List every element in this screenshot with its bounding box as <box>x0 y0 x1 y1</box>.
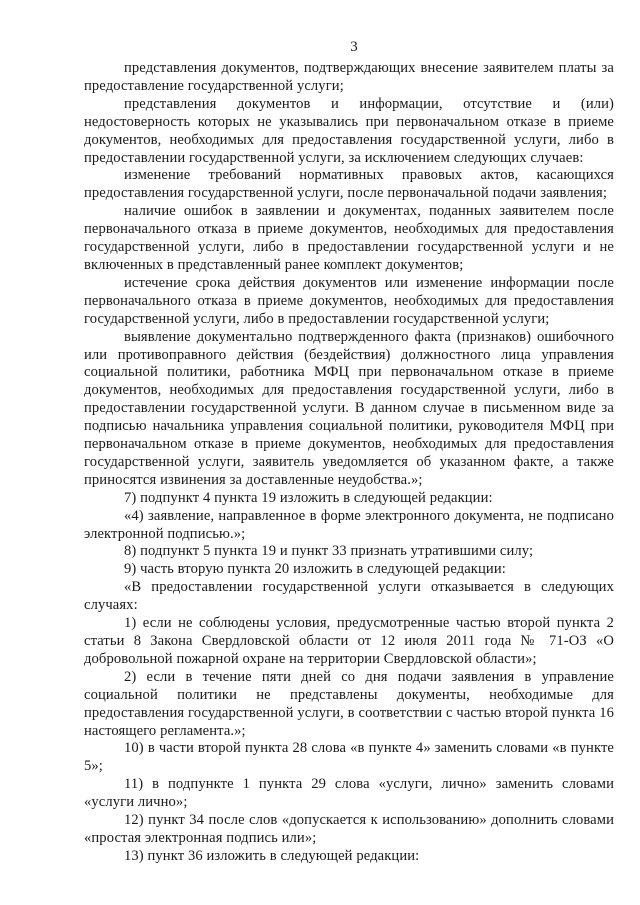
paragraph-item-12: 12) пункт 34 после слов «допускается к использованию» дополнить словами «простая электронная подпись или»; <box>84 812 614 846</box>
paragraph-item-7-text: «4) заявление, направленное в форме электронного документа, не подписано электронной подписью.»; <box>84 507 614 542</box>
paragraph-payment-documents: представления документов, подтверждающих внесение заявителем платы за предоставление государственной услуги; <box>84 60 614 94</box>
paragraph-regulation-change: изменение требований нормативных правовых актов, касающихся предоставления государственной услуги, после первоначальной подачи заявления; <box>84 167 614 202</box>
paragraph-errors-in-application: наличие ошибок в заявлении и документах, поданных заявителем после первоначального отказа в приеме документов, необходимых для предоставления государственной услуги, либо в предоставлении государственной услуги и не включенных в представленный ранее комплект документов; <box>84 203 614 273</box>
paragraph-missing-documents: представления документов и информации, отсутствие и (или) недостоверность которых не указывались при первоначальном отказе в приеме документов, необходимых для предоставления государственной услуги, либо в предоставлении государственной услуги, за исключением следующих случаев: <box>84 95 614 166</box>
paragraph-item-7: 7) подпункт 4 пункта 19 изложить в следующей редакции: <box>124 489 493 506</box>
paragraph-item-11: 11) в подпункте 1 пункта 29 слова «услуги, лично» заменить словами «услуги лично»; <box>84 776 614 811</box>
paragraph-document-expiry: истечение срока действия документов или изменение информации после первоначального отказа в приеме документов, необходимых для предоставления государственной услуги, либо в предоставлении государственной услуги; <box>84 274 614 327</box>
paragraph-refusal-case-1: 1) если не соблюдены условия, предусмотренные частью второй пункта 2 статьи 8 Закона Свердловской области от 12 июля 2011 года № 71-ОЗ «О добровольной пожарной охране на территории Свердловской области»; <box>84 615 614 667</box>
paragraph-refusal-case-2: 2) если в течение пяти дней со дня подачи заявления в управление социальной политики не представлены документы, необходимые для предоставления государственной услуги, в соответствии с частью второй пункта 16 настоящего регламента.»; <box>84 668 614 739</box>
paragraph-erroneous-action: выявление документально подтвержденного факта (признаков) ошибочного или противоправного действия (бездействия) должностного лица управления социальной политики, работника МФЦ при первоначальном отказе в приеме документов, необходимых для предоставления государственной услуги, либо в предоставлении государственной услуги. В данном случае в письменном виде за подписью начальника управления социальной политики, руководителя МФЦ при первоначальном отказе в приеме документов, необходимых для предоставления государственной услуги, заявитель уведомляется об указанном факте, а также приносятся извинения за доставленные неудобства.»; <box>84 328 614 488</box>
paragraph-item-8: 8) подпункт 5 пункта 19 и пункт 33 признать утратившими силу; <box>124 543 534 560</box>
paragraph-item-13: 13) пункт 36 изложить в следующей редакции: <box>124 847 420 864</box>
paragraph-refusal-cases: «В предоставлении государственной услуги отказывается в следующих случаях: <box>84 579 614 614</box>
paragraph-item-9: 9) часть вторую пункта 20 изложить в следующей редакции: <box>124 561 506 578</box>
paragraph-item-10: 10) в части второй пункта 28 слова «в пункте 4» заменить словами «в пункте 5»; <box>84 740 614 775</box>
page-number: 3 <box>350 39 358 55</box>
